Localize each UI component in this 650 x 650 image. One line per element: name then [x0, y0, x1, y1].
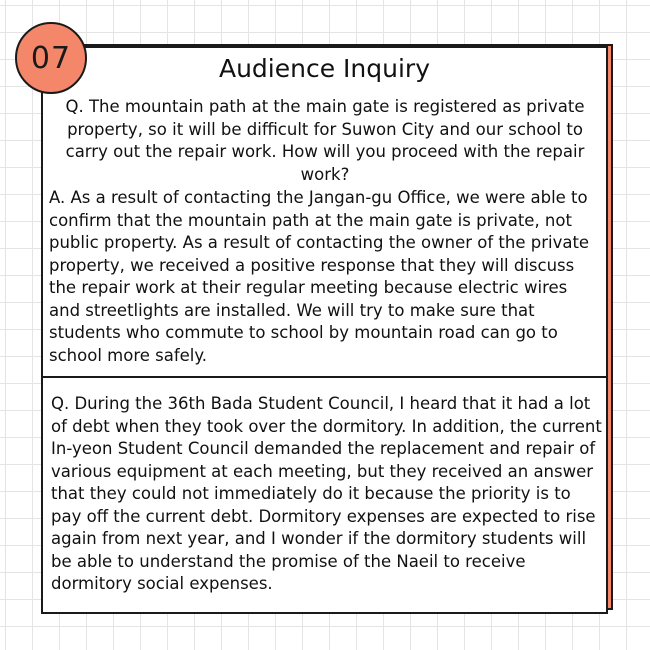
answer-1-text: A. As a result of contacting the Jangan-gu Office, we were able to confirm that the mountain path at the main gate is private, not public property. As a result of contacting the owner of the private property, we received a positive response that they will discuss the repair work at their regular meeting because electric wires and streetlights are installed. We will try to make sure that students who commute to school by mountain road can go to school more safely. — [49, 188, 590, 365]
number-badge — [15, 22, 87, 94]
section-divider — [41, 376, 608, 378]
page-title: Audience Inquiry — [218, 54, 430, 83]
badge-number: 07 — [30, 40, 72, 76]
question-1-text: Q. The mountain path at the main gate is registered as private property, so it will be difficult for Suwon City and our school to carry out the repair work. How will you proceed with the repair work? — [65, 97, 585, 184]
question-2-text: Q. During the 36th Bada Student Council, I heard that it had a lot of debt when they took over the dormitory. In addition, the current In-yeon Student Council demanded the replacement and repair of various equipment at each meeting, but they received an answer that they could not immediately do it because the priority is to pay off the current debt. Dormitory expenses are expected to rise again from next year, and I wonder if the dormitory students will be able to understand the promise of the Naeil to receive dormitory social expenses. — [51, 394, 602, 593]
